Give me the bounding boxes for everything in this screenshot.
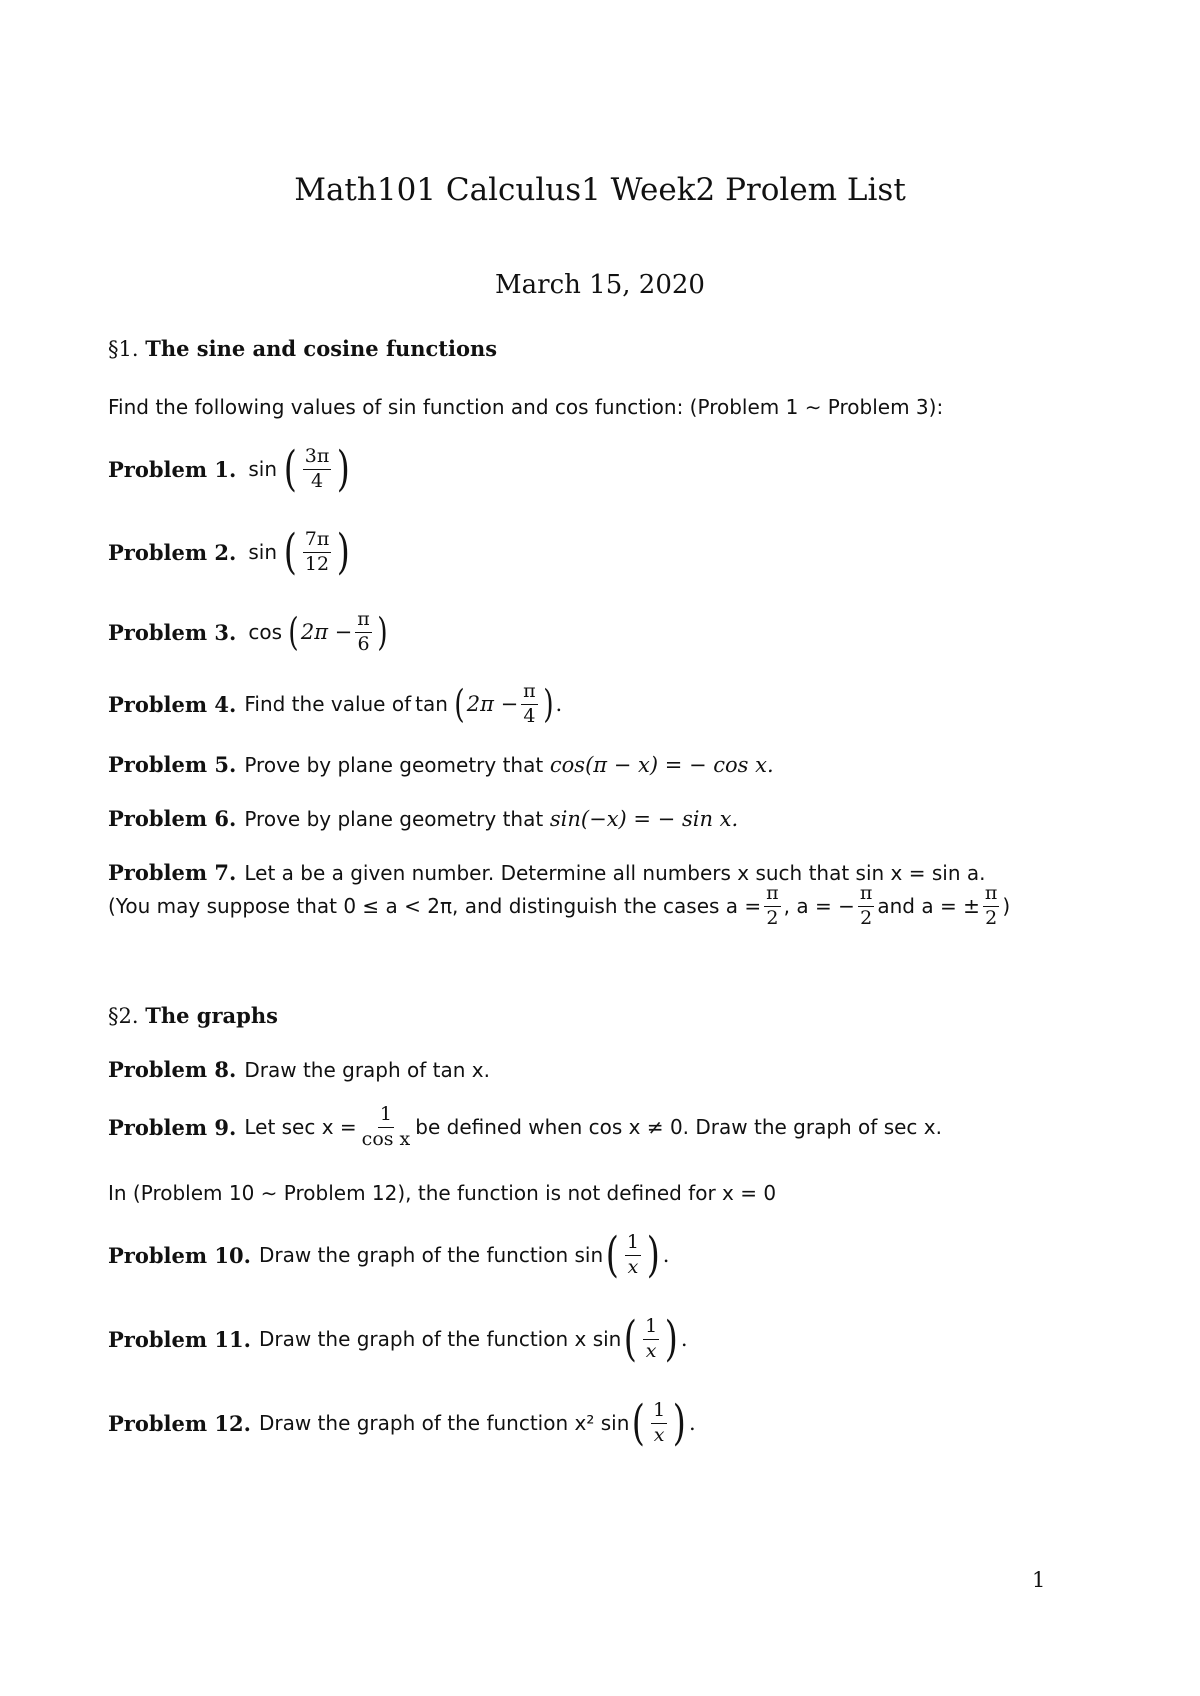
fraction xyxy=(983,884,1000,929)
problem-text: Prove by plane geometry that xyxy=(244,752,544,777)
fraction xyxy=(355,610,372,655)
closing-paren: ) xyxy=(1002,894,1011,919)
denominator: x xyxy=(653,1423,665,1446)
denominator: x xyxy=(627,1255,639,1278)
problem-11 xyxy=(108,1311,688,1367)
denominator: cos x xyxy=(361,1127,411,1150)
numerator: 1 xyxy=(378,1105,394,1128)
section-1-heading xyxy=(108,336,497,361)
fraction xyxy=(521,682,538,727)
left-paren: ( xyxy=(605,1227,620,1283)
problem-label: Problem 1. xyxy=(108,456,237,482)
function-name: tan xyxy=(415,692,448,717)
math-expression: sin(−x) = − sin x. xyxy=(549,806,739,831)
problem-2 xyxy=(108,524,353,580)
period: . xyxy=(555,692,563,717)
denominator: x xyxy=(645,1339,657,1362)
numerator: 1 xyxy=(643,1317,659,1340)
problem-1 xyxy=(108,441,353,497)
fraction xyxy=(360,1105,413,1150)
problem-label: Problem 10. xyxy=(108,1242,251,1268)
numerator: π xyxy=(858,884,875,907)
problem-label: Problem 7. xyxy=(108,860,237,885)
problem-3 xyxy=(108,610,390,655)
left-paren: ( xyxy=(624,1311,638,1367)
problem-7 xyxy=(108,860,985,885)
right-paren: ) xyxy=(542,682,554,727)
fraction xyxy=(643,1314,659,1362)
problem-label: Problem 2. xyxy=(108,539,237,565)
problem-4 xyxy=(108,682,562,727)
numerator: 3π xyxy=(303,447,332,470)
numerator: 1 xyxy=(651,1401,667,1424)
problem-text: Draw the graph of the function x² sin xyxy=(258,1411,630,1435)
problem-label: Problem 8. xyxy=(108,1057,237,1082)
problem-10 xyxy=(108,1227,670,1283)
fraction xyxy=(303,527,332,575)
problem-label: Problem 11. xyxy=(108,1326,251,1352)
document-title: Math101 Calculus1 Week2 Prolem List xyxy=(294,172,906,208)
denominator: 2 xyxy=(985,906,998,929)
function-name: cos xyxy=(248,620,282,645)
problem-label: Problem 9. xyxy=(108,1114,237,1140)
denominator: 2 xyxy=(860,906,873,929)
document-date: March 15, 2020 xyxy=(495,270,705,300)
problem-label: Problem 12. xyxy=(108,1410,251,1436)
left-paren: ( xyxy=(283,524,297,580)
problem-9 xyxy=(108,1105,942,1150)
left-paren: ( xyxy=(283,441,297,497)
numerator: π xyxy=(521,682,538,705)
expression-prefix: 2π − xyxy=(466,692,519,717)
problem-label: Problem 5. xyxy=(108,752,237,777)
period: . xyxy=(662,1243,670,1267)
denominator: 4 xyxy=(310,469,324,492)
problem-label: Problem 6. xyxy=(108,806,237,831)
problem-6 xyxy=(108,806,738,831)
section-mark: §1. xyxy=(108,337,139,361)
fraction xyxy=(303,444,332,492)
denominator: 4 xyxy=(523,704,536,727)
fraction xyxy=(651,1398,667,1446)
section-mark: §2. xyxy=(108,1004,139,1028)
right-paren: ) xyxy=(376,610,388,655)
denominator: 12 xyxy=(304,552,330,575)
intro-text-1: Find the following values of sin function and cos function: (Problem 1 ∼ Problem 3): xyxy=(108,395,944,419)
intro-text-2: In (Problem 10 ∼ Problem 12), the function is not defined for x = 0 xyxy=(108,1181,777,1205)
problem-12 xyxy=(108,1395,696,1451)
problem-text: Draw the graph of tan x. xyxy=(244,1057,490,1082)
function-name: sin xyxy=(248,540,277,564)
problem-label: Problem 4. xyxy=(108,691,237,717)
section-2-heading xyxy=(108,1003,278,1028)
expression-prefix: 2π − xyxy=(300,620,353,645)
page-number: 1 xyxy=(1032,1568,1046,1592)
problem-text: be defined when cos x ≠ 0. Draw the graph of sec x. xyxy=(415,1115,942,1140)
numerator: 1 xyxy=(625,1233,641,1256)
left-paren: ( xyxy=(288,610,299,655)
period: . xyxy=(688,1411,696,1435)
problem-text: Find the value of xyxy=(244,692,412,717)
function-name: sin xyxy=(248,457,277,481)
left-paren: ( xyxy=(454,682,465,727)
fraction xyxy=(858,884,875,929)
problem-label: Problem 3. xyxy=(108,619,237,645)
problem-text: (You may suppose that 0 ≤ a < 2π, and distinguish the cases a = xyxy=(108,894,762,919)
fraction xyxy=(625,1230,641,1278)
numerator: π xyxy=(983,884,1000,907)
right-paren: ) xyxy=(646,1227,660,1283)
fraction xyxy=(764,884,781,929)
problem-text: Let sec x = xyxy=(244,1115,357,1140)
denominator: 6 xyxy=(357,632,370,655)
right-paren: ) xyxy=(673,1395,687,1451)
problem-7-line-2 xyxy=(108,884,1010,929)
problem-5 xyxy=(108,752,774,777)
problem-text: and a = ± xyxy=(877,894,980,919)
problem-text: Prove by plane geometry that xyxy=(244,806,544,831)
problem-text: Draw the graph of the function x sin xyxy=(258,1327,622,1351)
section-title: The sine and cosine functions xyxy=(145,336,498,361)
numerator: π xyxy=(764,884,781,907)
right-paren: ) xyxy=(337,441,351,497)
section-title: The graphs xyxy=(145,1003,278,1028)
right-paren: ) xyxy=(337,524,351,580)
math-expression: cos(π − x) = − cos x. xyxy=(549,752,774,777)
problem-text: Let a be a given number. Determine all numbers x such that sin x = sin a. xyxy=(244,860,986,885)
denominator: 2 xyxy=(766,906,779,929)
problem-8 xyxy=(108,1057,490,1082)
period: . xyxy=(680,1327,688,1351)
problem-text: Draw the graph of the function sin xyxy=(258,1243,604,1267)
right-paren: ) xyxy=(664,1311,679,1367)
problem-text: , a = − xyxy=(783,894,855,919)
numerator: π xyxy=(355,610,372,633)
left-paren: ( xyxy=(632,1395,646,1451)
numerator: 7π xyxy=(303,530,332,553)
